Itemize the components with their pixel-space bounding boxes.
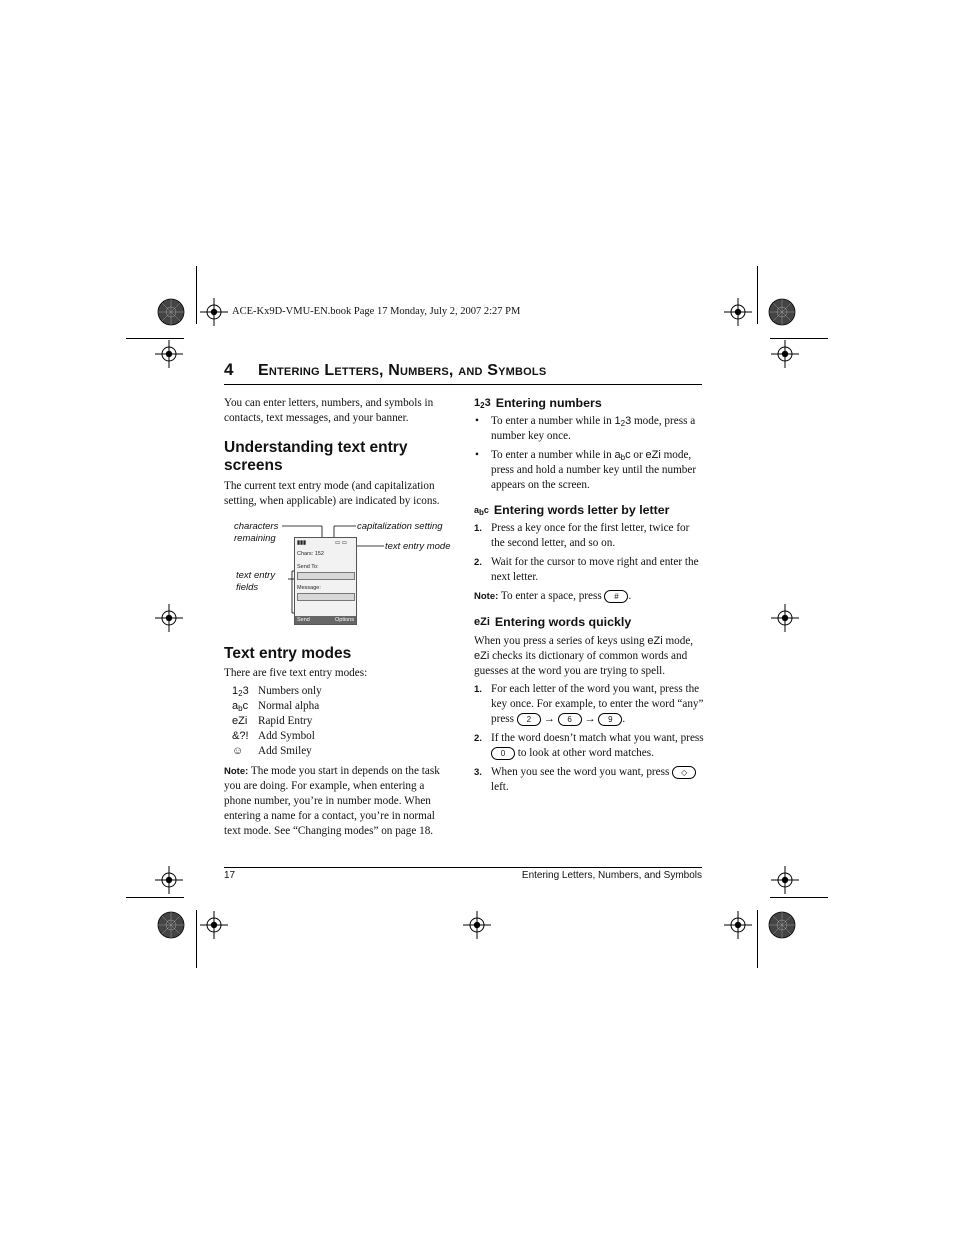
rapid-entry-icon: eZi (232, 715, 248, 727)
page-number: 17 (224, 870, 236, 881)
list-item: • To enter a number while in 123 mode, press a number key once. (474, 414, 704, 444)
key-6-icon: 6 (558, 713, 582, 726)
list-item (232, 729, 450, 744)
label-text-entry-mode: text entry mode (385, 541, 451, 552)
key-2-icon: 2 (517, 713, 541, 726)
file-header: ACE-Kx9D-VMU-EN.book Page 17 Monday, July 2, 2007 2:27 PM (232, 306, 521, 317)
rapid-entry-icon: eZi (645, 449, 661, 461)
list-item: 1. For each letter of the word you want, press the key once. For example, to enter the word “any” press 2 → 6 → 9 . (474, 683, 704, 725)
list-item (232, 744, 450, 759)
key-9-icon: 9 (598, 713, 622, 726)
screen-chars: Chars: 152 (297, 551, 324, 557)
modes-heading: Text entry modes (224, 645, 352, 662)
list-item (232, 684, 450, 699)
quickly-heading: eZi Entering words quickly (474, 615, 632, 629)
numbers-heading: 123 Entering numbers (474, 396, 602, 410)
screen-message: Message: (297, 585, 321, 591)
nav-key-icon: ◇ (672, 766, 696, 779)
letter-heading: abc Entering words letter by letter (474, 503, 670, 517)
text-entry-screen-diagram (224, 521, 454, 631)
chapter-number: 4 (224, 360, 234, 379)
mode-label: Normal alpha (258, 700, 320, 712)
list-item: 1. Press a key once for the first letter, twice for the second letter, and so on. (474, 522, 690, 549)
space-key-icon: # (604, 590, 628, 603)
symbol-mode-icon: &?! (232, 730, 249, 742)
quickly-intro: When you press a series of keys using eZi mode, eZi checks its dictionary of common words and guesses at the word you are trying to spell. (474, 635, 694, 677)
screen-send-to: Send To: (297, 564, 319, 570)
key-0-icon: 0 (491, 747, 515, 760)
list-item: 3. When you see the word you want, press ◇ left. (474, 765, 704, 795)
numbers-bullets (474, 414, 704, 493)
alpha-mode-icon: abc (232, 700, 249, 713)
modes-intro: There are five text entry modes: (224, 667, 368, 679)
intro-paragraph: You can enter letters, numbers, and symbols in contacts, text messages, and your banner. (224, 397, 434, 424)
mode-list (232, 684, 450, 759)
smiley-mode-icon: ☺ (232, 745, 244, 757)
message-field[interactable] (297, 593, 355, 601)
quickly-steps (474, 682, 704, 795)
mode-label: Numbers only (258, 685, 322, 697)
page-footer (224, 867, 702, 881)
letter-steps (474, 521, 704, 585)
list-item (232, 714, 450, 729)
left-column (224, 396, 450, 839)
numbers-mode-icon: 123 (474, 397, 491, 410)
mode-label: Add Smiley (258, 745, 312, 757)
mode-label: Add Symbol (258, 730, 315, 742)
note-text: The mode you start in depends on the task you are doing. For example, when entering a phone number, you’re in number mode. When entering a name for a contact, you’re in normal text mode. See “Changing modes” on page 18. (224, 765, 440, 837)
rapid-entry-icon: eZi (647, 635, 663, 647)
label-capitalization-setting: capitalization setting (357, 521, 443, 532)
rapid-entry-icon: eZi (474, 616, 490, 628)
phone-screen (294, 537, 357, 625)
note-label: Note: (224, 766, 249, 777)
label-text-entry-fields: text entry fields (236, 570, 276, 593)
send-to-field[interactable] (297, 572, 355, 580)
label-characters-remaining: characters remaining (234, 521, 279, 544)
chapter-title: Entering Letters, Numbers, and Symbols (258, 362, 547, 379)
softkey-send[interactable]: Send (297, 617, 310, 623)
alpha-mode-icon: abc (474, 505, 489, 517)
numbers-mode-icon: 123 (232, 685, 249, 698)
mode-label: Rapid Entry (258, 715, 313, 727)
list-item: 2. If the word doesn’t match what you want, press 0 to look at other word matches. (474, 732, 704, 759)
signal-icon: ▮▮▮ (297, 540, 307, 546)
list-item: 2. Wait for the cursor to move right and enter the next letter. (474, 556, 699, 583)
understanding-paragraph: The current text entry mode (and capitalization setting, when applicable) are indicated by icons. (224, 480, 440, 507)
letter-note: Note: To enter a space, press # . (474, 590, 632, 602)
chapter-heading (224, 360, 702, 385)
footer-section-title: Entering Letters, Numbers, and Symbols (521, 870, 702, 881)
rapid-entry-icon: eZi (474, 650, 490, 662)
softkey-bar (295, 616, 356, 624)
alpha-mode-icon: abc (614, 449, 631, 462)
mode-indicator-icon: ▭ ▭ (335, 540, 347, 546)
right-column (474, 396, 704, 799)
understanding-heading: Understanding text entry screens (224, 439, 408, 474)
list-item: • To enter a number while in abc or eZi mode, press and hold a number key until the number appears on the screen. (474, 448, 704, 493)
list-item (232, 699, 450, 714)
softkey-options[interactable]: Options (335, 617, 354, 623)
numbers-mode-icon: 123 (614, 415, 632, 428)
modes-note (224, 764, 450, 839)
